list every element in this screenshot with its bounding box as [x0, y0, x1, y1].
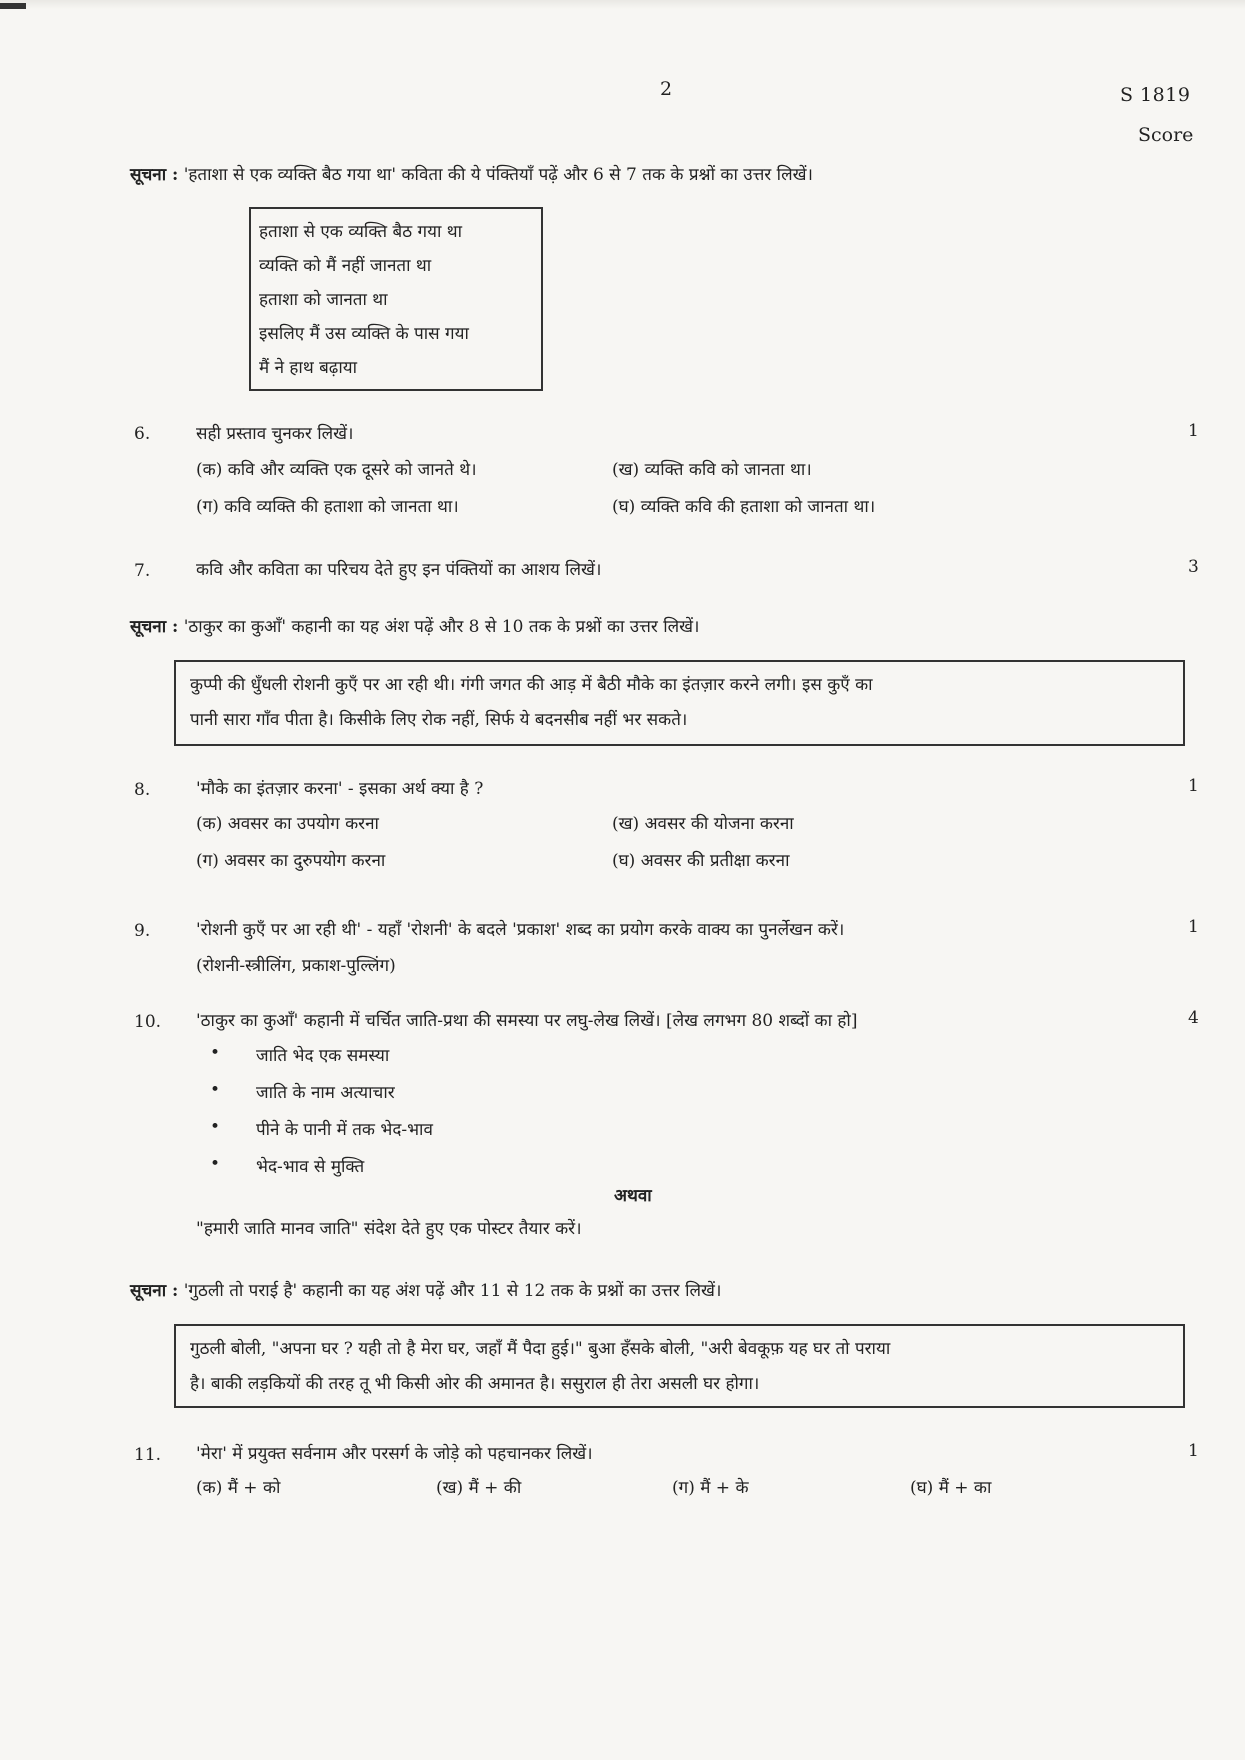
question-number: 11. [134, 1445, 162, 1465]
notice-label: सूचना : [130, 1281, 179, 1301]
poem-line: मैं ने हाथ बढ़ाया [259, 358, 358, 378]
question-text: 'ठाकुर का कुआँ' कहानी में चर्चित जाति-प्रथा की समस्या पर लघु-लेख लिखें। [लेख लगभग 80 शब्दों का हो] [196, 1011, 858, 1031]
page-number: 2 [660, 78, 673, 100]
section3-notice [130, 1278, 721, 1301]
poem-box [249, 207, 543, 391]
question-number: 8. [134, 780, 151, 800]
option-c: (ग) मैं + के [672, 1478, 749, 1498]
question-text: 'मेरा' में प्रयुक्त सर्वनाम और परसर्ग के जोड़े को पहचानकर लिखें। [196, 1444, 593, 1464]
question-marks: 3 [1188, 557, 1199, 577]
bullet-item: • जाति के नाम अत्याचार [256, 1080, 395, 1103]
question-number: 7. [134, 561, 151, 581]
question-marks: 4 [1188, 1008, 1199, 1028]
section2-notice [130, 614, 700, 637]
notice-label: सूचना : [130, 617, 179, 637]
passage-line: कुप्पी की धुँधली रोशनी कुएँ पर आ रही थी। गंगी जगत की आड़ में बैठी मौके का इंतज़ार करने लगी। इस कुएँ का [190, 675, 873, 695]
question-number: 10. [134, 1012, 162, 1032]
question-marks: 1 [1188, 776, 1199, 796]
notice-text: 'गुठली तो पराई है' कहानी का यह अंश पढ़ें और 11 से 12 तक के प्रश्नों का उत्तर लिखें। [183, 1281, 722, 1301]
or-label: अथवा [614, 1186, 652, 1206]
option-d: (घ) मैं + का [910, 1478, 992, 1498]
option-a: (क) कवि और व्यक्ति एक दूसरे को जानते थे। [196, 460, 477, 480]
bullet-item: • भेद-भाव से मुक्ति [256, 1154, 364, 1177]
question-number: 9. [134, 921, 151, 941]
bullet-item: • पीने के पानी में तक भेद-भाव [256, 1117, 433, 1140]
question-text: 'मौके का इंतज़ार करना' - इसका अर्थ क्या है ? [196, 779, 484, 799]
option-a: (क) मैं + को [196, 1478, 281, 1498]
option-c: (ग) अवसर का दुरुपयोग करना [196, 851, 386, 871]
section1-notice [130, 162, 813, 185]
question-text: कवि और कविता का परिचय देते हुए इन पंक्तियों का आशय लिखें। [196, 560, 602, 580]
question-marks: 1 [1188, 917, 1199, 937]
scan-edge-mark [0, 3, 26, 9]
question-hint: (रोशनी-स्त्रीलिंग, प्रकाश-पुल्लिंग) [196, 956, 396, 976]
notice-label: सूचना : [130, 165, 179, 185]
passage-box [174, 1324, 1185, 1408]
option-d: (घ) व्यक्ति कवि की हताशा को जानता था। [612, 497, 876, 517]
notice-text: 'हताशा से एक व्यक्ति बैठ गया था' कविता की ये पंक्तियाँ पढ़ें और 6 से 7 तक के प्रश्नों का उत्तर लिखें। [183, 165, 813, 185]
question-text: 'रोशनी कुएँ पर आ रही थी' - यहाँ 'रोशनी' के बदले 'प्रकाश' शब्द का प्रयोग करके वाक्य का पुनर्लेखन करें। [196, 920, 845, 940]
passage-line: गुठली बोली, "अपना घर ? यही तो है मेरा घर, जहाँ मैं पैदा हुई।" बुआ हँसके बोली, "अरी बेवकूफ़ यह घर तो पराया [190, 1339, 891, 1359]
option-b: (ख) अवसर की योजना करना [612, 814, 794, 834]
question-text: सही प्रस्ताव चुनकर लिखें। [196, 424, 354, 444]
scan-top-edge [0, 0, 1245, 9]
bullet-item: • जाति भेद एक समस्या [256, 1043, 389, 1066]
poem-line: इसलिए मैं उस व्यक्ति के पास गया [259, 324, 469, 344]
poem-line: हताशा से एक व्यक्ति बैठ गया था [259, 222, 463, 242]
score-label: Score [1138, 124, 1194, 146]
option-b: (ख) व्यक्ति कवि को जानता था। [612, 460, 812, 480]
passage-line: है। बाकी लड़कियों की तरह तू भी किसी ओर की अमानत है। ससुराल ही तेरा असली घर होगा। [190, 1374, 760, 1394]
question-marks: 1 [1188, 421, 1199, 441]
notice-text: 'ठाकुर का कुआँ' कहानी का यह अंश पढ़ें और 8 से 10 तक के प्रश्नों का उत्तर लिखें। [183, 617, 700, 637]
question-number: 6. [134, 424, 151, 444]
option-b: (ख) मैं + की [436, 1478, 522, 1498]
passage-box [174, 660, 1185, 746]
passage-line: पानी सारा गाँव पीता है। किसीके लिए रोक नहीं, सिर्फ ये बदनसीब नहीं भर सकते। [190, 710, 688, 730]
alternative-task: "हमारी जाति मानव जाति" संदेश देते हुए एक पोस्टर तैयार करें। [196, 1219, 582, 1239]
question-marks: 1 [1188, 1441, 1199, 1461]
poem-line: व्यक्ति को मैं नहीं जानता था [259, 256, 432, 276]
option-d: (घ) अवसर की प्रतीक्षा करना [612, 851, 790, 871]
option-a: (क) अवसर का उपयोग करना [196, 814, 379, 834]
option-c: (ग) कवि व्यक्ति की हताशा को जानता था। [196, 497, 459, 517]
poem-line: हताशा को जानता था [259, 290, 388, 310]
paper-code: S 1819 [1120, 84, 1191, 106]
